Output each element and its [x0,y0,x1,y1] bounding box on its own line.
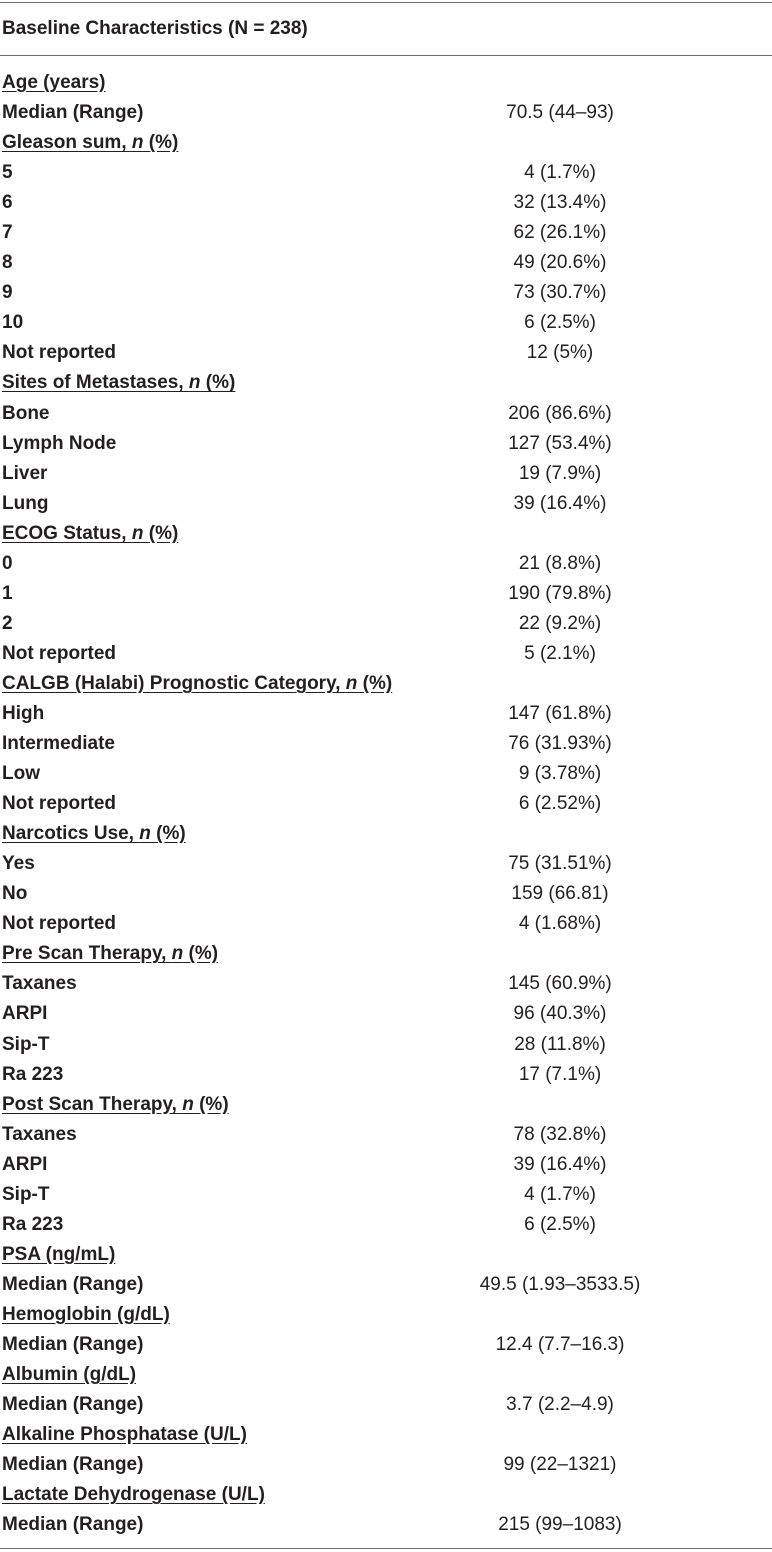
row-label: ARPI [2,1153,48,1175]
table-row [0,429,772,459]
row-label: No [2,883,28,905]
row-value: 9 (3.78%) [518,763,602,785]
row-label: Not reported [2,793,116,815]
table-row [0,999,772,1029]
row-value: 21 (8.8%) [518,552,602,574]
section-row [0,939,772,969]
row-value: 99 (22–1321) [503,1454,617,1476]
table-row [0,849,772,879]
row-label: 1 [2,582,13,604]
table-row [0,1270,772,1300]
section-heading [2,128,178,158]
section-heading-text: Hemoglobin (g/dL) [2,1303,170,1325]
row-value: 22 (9.2%) [518,612,602,634]
bottom-rule [0,1548,772,1549]
row-value: 12 (5%) [526,342,594,364]
section-row [0,1480,772,1510]
row-label: Low [2,763,40,785]
section-row [0,1090,772,1120]
row-value: 39 (16.4%) [513,492,607,514]
row-value: 4 (1.7%) [524,1183,596,1205]
row-value: 75 (31.51%) [508,853,612,875]
table-row [0,158,772,188]
row-label: Median (Range) [2,1394,144,1416]
section-heading [2,68,106,98]
section-heading-text: Sites of Metastases, [2,372,189,394]
table-row [0,579,772,609]
table-row [0,1450,772,1480]
row-value: 28 (11.8%) [514,1033,606,1055]
section-row [0,1300,772,1330]
row-label: 7 [2,222,13,244]
table-row [0,188,772,218]
table-row [0,1390,772,1420]
section-heading [2,669,392,699]
row-value: 5 (2.1%) [524,642,596,664]
row-value: 3.7 (2.2–4.9) [506,1394,614,1416]
row-value: 145 (60.9%) [508,973,612,995]
table-row [0,759,772,789]
row-label: Yes [2,853,35,875]
row-value: 19 (7.9%) [518,462,602,484]
top-rule [0,2,772,3]
section-heading-suffix: (%) [183,943,219,965]
section-heading-text: Age (years) [2,72,106,93]
table-row [0,1150,772,1180]
section-heading-suffix: (%) [143,132,179,154]
section-heading-text: Albumin (g/dL) [2,1364,137,1386]
row-value: 206 (86.6%) [508,402,612,424]
table-row [0,278,772,308]
section-heading-italic-n: n [139,823,151,845]
row-label: Ra 223 [2,1063,64,1085]
row-value: 17 (7.1%) [518,1063,602,1085]
row-value: 12.4 (7.7–16.3) [495,1333,625,1355]
section-row [0,1360,772,1390]
section-heading [2,819,186,849]
section-heading-text: Gleason sum, [2,132,132,154]
row-value: 6 (2.5%) [524,1213,596,1235]
section-heading [2,939,218,969]
section-heading-italic-n: n [182,1093,194,1115]
table-body [0,68,772,1540]
row-label: Median (Range) [2,1454,144,1476]
table-row [0,399,772,429]
section-heading-suffix: (%) [150,823,186,845]
row-label: Not reported [2,913,116,935]
section-heading [2,1360,136,1390]
row-label: Not reported [2,642,116,664]
table-row [0,1510,772,1540]
table-row [0,338,772,368]
table-row [0,1030,772,1060]
header-rule [0,55,772,56]
row-label: Intermediate [2,733,115,755]
table-row [0,248,772,278]
section-heading-text: ECOG Status, [2,522,132,544]
row-label: 10 [2,312,24,334]
section-heading [2,1300,170,1330]
row-label: Bone [2,402,50,424]
section-heading-suffix: (%) [357,672,393,694]
table-row [0,549,772,579]
section-heading-suffix: (%) [143,522,179,544]
row-value: 73 (30.7%) [513,282,607,304]
section-heading [2,519,178,549]
table-row [0,969,772,999]
row-label: 9 [2,282,13,304]
row-value: 4 (1.68%) [518,913,602,935]
section-heading [2,1480,265,1510]
table-row [0,909,772,939]
section-heading-italic-n: n [131,522,144,544]
row-value: 70.5 (44–93) [506,102,614,124]
row-label: Median (Range) [2,1333,144,1355]
row-value: 39 (16.4%) [513,1153,607,1175]
section-row [0,1420,772,1450]
row-value: 6 (2.5%) [524,312,596,334]
section-heading-suffix: (%) [193,1093,229,1115]
table-row [0,1060,772,1090]
table-row [0,609,772,639]
row-label: 6 [2,192,13,214]
row-value: 159 (66.81) [511,883,609,905]
table-row [0,879,772,909]
table-row [0,1180,772,1210]
section-heading-text: Alkaline Phosphatase (U/L) [2,1424,247,1446]
section-row [0,128,772,158]
row-label: Sip-T [2,1033,50,1055]
table-row [0,699,772,729]
table-row [0,98,772,128]
row-label: 2 [2,612,13,634]
table-row [0,789,772,819]
row-value: 4 (1.7%) [524,162,596,184]
section-heading-text: Post Scan Therapy, [2,1093,183,1115]
section-heading-text: PSA (ng/mL) [2,1243,116,1265]
section-heading-text: Lactate Dehydrogenase (U/L) [2,1484,265,1506]
section-heading-suffix: (%) [200,372,236,394]
row-label: 8 [2,252,13,274]
row-value: 49 (20.6%) [513,252,607,274]
section-row [0,819,772,849]
row-label: Sip-T [2,1183,50,1205]
section-heading-italic-n: n [131,132,144,154]
section-heading-italic-n: n [171,943,184,965]
row-value: 49.5 (1.93–3533.5) [479,1273,641,1295]
row-value: 62 (26.1%) [513,222,607,244]
row-label: Lung [2,492,49,514]
row-value: 215 (99–1083) [498,1514,622,1536]
table-row [0,1330,772,1360]
row-value: 190 (79.8%) [508,582,612,604]
section-heading-text: Pre Scan Therapy, [2,943,172,965]
table-row [0,729,772,759]
section-row [0,1240,772,1270]
row-label: Taxanes [2,973,77,995]
section-heading [2,1240,115,1270]
row-value: 78 (32.8%) [513,1123,607,1145]
section-heading-italic-n: n [345,672,358,694]
row-label: ARPI [2,1003,48,1025]
row-label: Not reported [2,342,116,364]
table-row [0,308,772,338]
table-header: Baseline Characteristics (N = 238) [2,18,308,39]
section-heading-text: CALGB (Halabi) Prognostic Category, [2,672,346,694]
section-row [0,669,772,699]
section-heading-text: Narcotics Use, [2,823,140,845]
table-row [0,1120,772,1150]
row-label: Median (Range) [2,1273,144,1295]
row-label: Ra 223 [2,1213,64,1235]
section-heading [2,1420,247,1450]
row-label: High [2,702,45,724]
row-label: Lymph Node [2,432,117,454]
section-heading [2,368,235,398]
section-row [0,368,772,398]
table-row [0,218,772,248]
section-row [0,68,772,98]
row-value: 6 (2.52%) [518,793,602,815]
row-value: 127 (53.4%) [508,432,612,454]
table-row [0,459,772,489]
row-value: 147 (61.8%) [508,702,612,724]
row-label: Median (Range) [2,1514,144,1536]
row-label: Taxanes [2,1123,77,1145]
row-value: 32 (13.4%) [513,192,607,214]
row-label: 0 [2,552,13,574]
table-row [0,489,772,519]
row-value: 76 (31.93%) [508,733,612,755]
section-row [0,519,772,549]
row-label: 5 [2,162,13,184]
row-label: Median (Range) [2,102,144,124]
table-row [0,639,772,669]
row-label: Liver [2,462,48,484]
row-value: 96 (40.3%) [513,1003,607,1025]
table-row [0,1210,772,1240]
section-heading [2,1090,229,1120]
section-heading-italic-n: n [188,372,201,394]
